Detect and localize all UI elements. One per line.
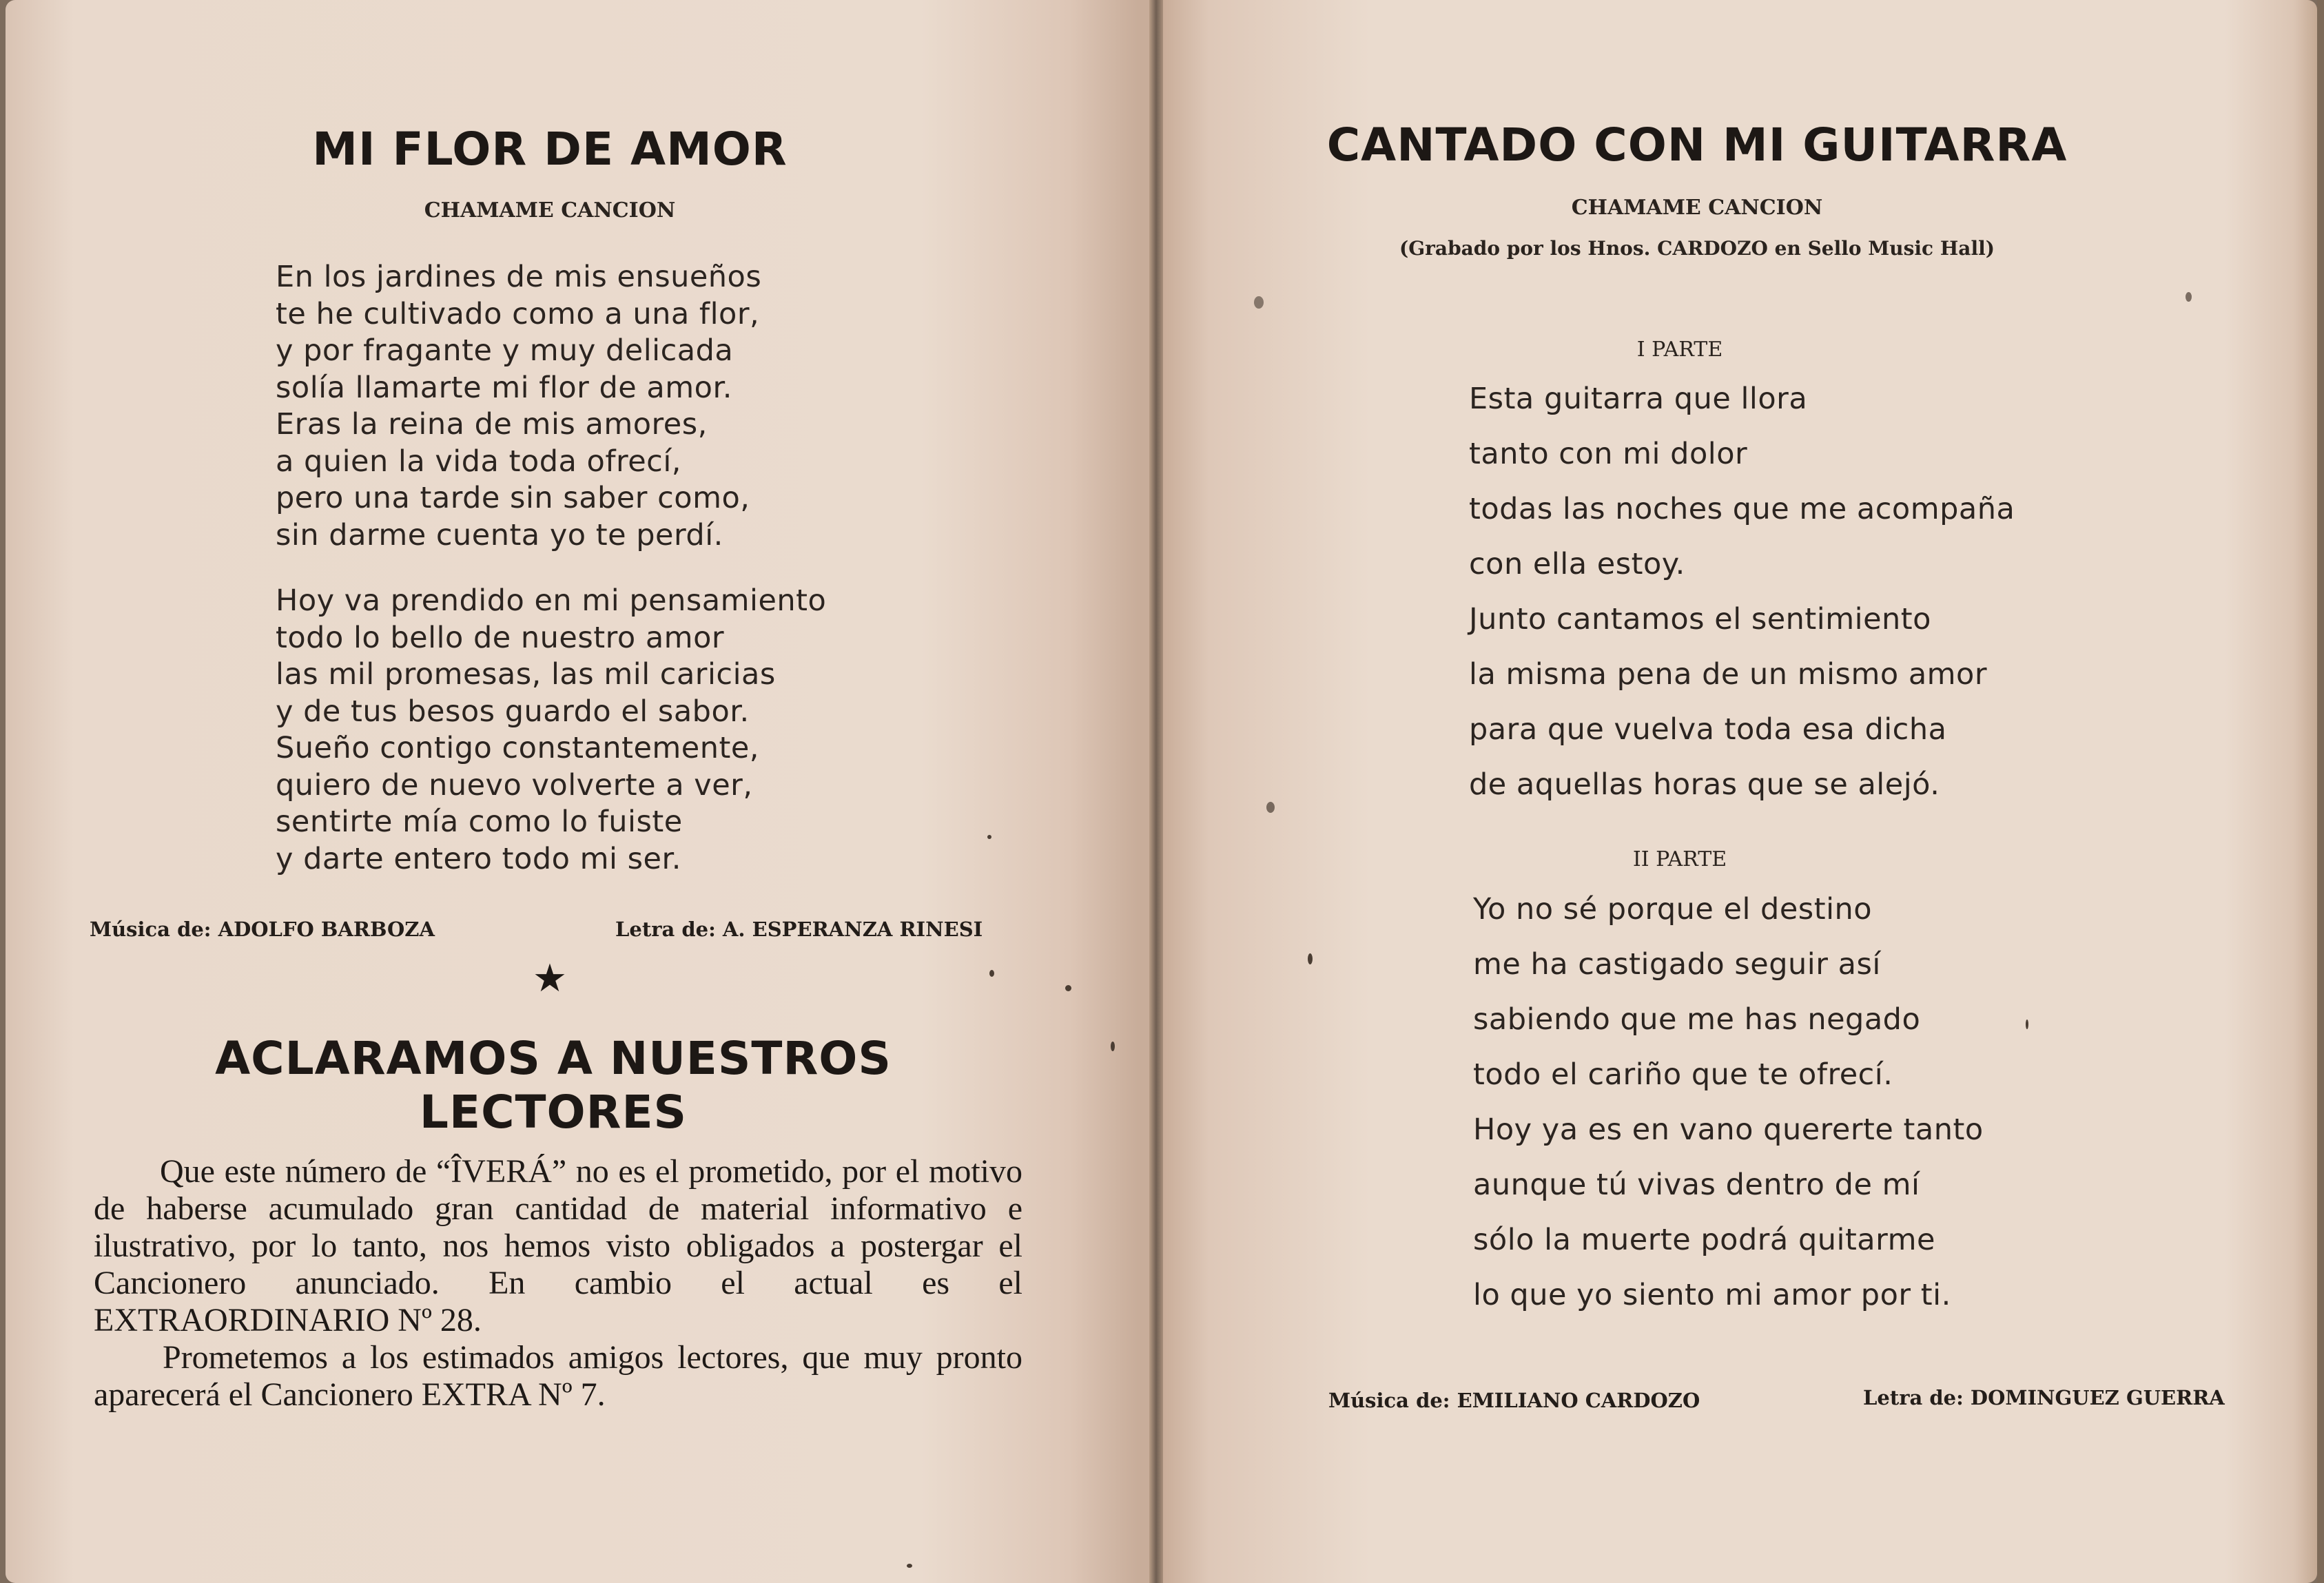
lyric-line: me ha castigado seguir así [1473,947,1881,982]
lyric-line: para que vuelva toda esa dicha [1469,712,1947,747]
paper-speck [987,835,991,839]
page-edge [2317,0,2324,1583]
lyric-line: te he cultivado como a una flor, [276,296,760,331]
lyrics-credit: Letra de: A. ESPERANZA RINESI [615,918,983,941]
lyric-line: sabiendo que me has negado [1473,1002,1921,1037]
lyric-line: pero una tarde sin saber como, [276,481,750,515]
recording-note: (Grabado por los Hnos. CARDOZO en Sello Music Hall) [1399,237,1995,260]
lyric-line: sin darme cuenta yo te perdí. [276,517,723,552]
lyric-line: todas las noches que me acompaña [1469,492,2015,526]
paper-speck [1111,1042,1115,1051]
song-title: CANTADO CON MI GUITARRA [1326,118,2068,172]
lyric-line: lo que yo siento mi amor por ti. [1473,1278,1951,1312]
lyric-line: las mil promesas, las mil caricias [276,657,776,692]
notice-title-line: LECTORES [419,1086,688,1139]
lyric-line: Yo no sé porque el destino [1473,892,1873,927]
song-genre: CHAMAME CANCION [1571,196,1823,220]
lyric-line: aunque tú vivas dentro de mí [1473,1168,1920,1202]
paper-speck [1308,953,1313,964]
lyric-line: Esta guitarra que llora [1469,382,1808,416]
paper-speck [2026,1020,2028,1029]
lyric-line: quiero de nuevo volverte a ver, [276,767,753,803]
paper-speck [989,970,994,977]
lyric-line: y de tus besos guardo el sabor. [276,694,750,729]
notice-paragraph: Que este número de “ÎVERÁ” no es el prometido, por el motivo de haberse acumulado gran cantidad de material informativo e ilustrativo, por lo tanto, nos hemos visto obligados a postergar el Cancionero anunciado. En cambio el actual es el EXTRAORDINARIO Nº 28. [94,1153,1022,1338]
lyric-line: tanto con mi dolor [1469,437,1748,471]
lyric-line: sentirte mía como lo fuiste [276,805,683,839]
notice-title [6,1032,1101,1139]
notice-title-line: ACLARAMOS A NUESTROS [215,1032,892,1085]
paper-speck [2186,292,2192,302]
song-genre: CHAMAME CANCION [424,198,676,223]
notice-body [94,1153,1022,1414]
lyric-line: En los jardines de mis ensueños [276,260,762,294]
song-title: MI FLOR DE AMOR [312,123,788,176]
lyric-line: y darte entero todo mi ser. [276,841,681,876]
song-part-1 [1469,371,2015,812]
lyric-line: con ella estoy. [1469,547,1685,581]
right-page [1163,0,2317,1583]
part-label: II PARTE [1632,847,1727,871]
lyric-line: Junto cantamos el sentimiento [1469,602,1931,637]
song-part-2 [1473,882,1984,1323]
paper-speck [1266,802,1275,813]
lyric-line: y por fragante y muy delicada [276,333,734,368]
lyric-line: Sueño contigo constantemente, [276,731,759,765]
lyric-line: todo lo bello de nuestro amor [276,620,725,655]
song-verse-1 [276,259,761,554]
lyric-line: de aquellas horas que se alejó. [1469,767,1940,802]
lyric-line: a quien la vida toda ofrecí, [276,444,681,479]
paper-speck [1254,296,1264,309]
lyric-line: Hoy va prendido en mi pensamiento [276,583,827,618]
lyric-line: la misma pena de un mismo amor [1469,657,1988,692]
left-page [6,0,1149,1583]
lyric-line: sólo la muerte podrá quitarme [1473,1223,1935,1257]
part-label: I PARTE [1636,338,1723,362]
music-credit: Música de: ADOLFO BARBOZA [90,918,435,941]
music-credit: Música de: EMILIANO CARDOZO [1328,1389,1700,1412]
lyric-line: Hoy ya es en vano quererte tanto [1473,1113,1984,1147]
lyric-line: todo el cariño que te ofrecí. [1473,1057,1893,1092]
song-verse-2 [276,583,826,878]
paper-speck [1065,985,1071,991]
book-gutter [1149,0,1163,1583]
lyric-line: Eras la reina de mis amores, [276,407,708,442]
notice-paragraph: Prometemos a los estimados amigos lectores, que muy pronto aparecerá el Cancionero EXTRA Nº 7. [94,1339,1022,1413]
paper-speck [907,1564,912,1568]
lyric-line: solía llamarte mi flor de amor. [276,370,732,405]
lyrics-credit: Letra de: DOMINGUEZ GUERRA [1863,1386,2225,1409]
star-separator: ★ [532,956,568,1001]
